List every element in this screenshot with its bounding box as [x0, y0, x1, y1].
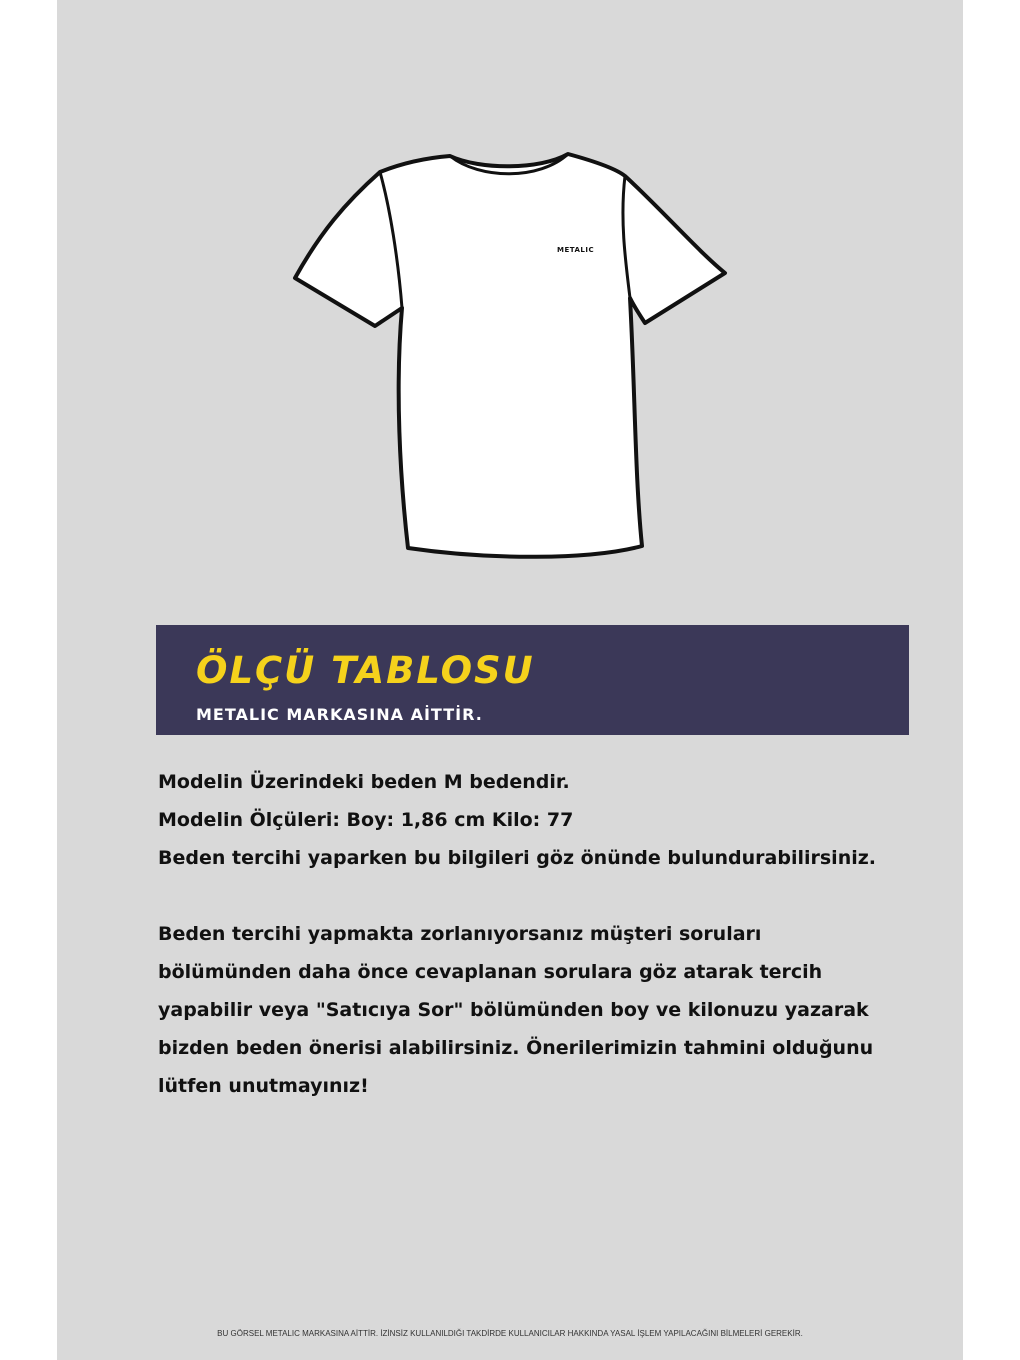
info-line: Modelin Ölçüleri: Boy: 1,86 cm Kilo: 77 [158, 809, 574, 831]
info-line: Modelin Üzerindeki beden M bedendir. [158, 771, 570, 793]
advice-line: bizden beden önerisi alabilirsiniz. Önerilerimizin tahmini olduğunu [158, 1037, 874, 1059]
tshirt-illustration [290, 148, 730, 568]
tshirt-brand-print: METALIC [557, 246, 595, 254]
advice-line: bölümünden daha önce cevaplanan sorulara göz atarak tercih [158, 961, 823, 983]
advice-line: yapabilir veya "Satıcıya Sor" bölümünden boy ve kilonuzu yazarak [158, 999, 869, 1021]
banner-subtitle: METALIC MARKASINA AİTTİR. [196, 705, 483, 724]
info-line: Beden tercihi yaparken bu bilgileri göz önünde bulundurabilirsiniz. [158, 847, 877, 869]
size-chart-banner [156, 625, 909, 735]
banner-title: ÖLÇÜ TABLOSU [196, 649, 535, 692]
size-info-text [158, 763, 918, 1105]
advice-line: lütfen unutmayınız! [158, 1075, 369, 1097]
copyright-footer: BU GÖRSEL METALIC MARKASINA AİTTİR. İZİNSİZ KULLANILDIĞI TAKDİRDE KULLANICILAR HAKKINDA YASAL İŞLEM YAPILACAĞINI BİLMELERİ GEREKİR. [217, 1329, 803, 1338]
advice-line: Beden tercihi yapmakta zorlanıyorsanız müşteri soruları [158, 923, 762, 945]
tshirt-outline [295, 154, 725, 557]
